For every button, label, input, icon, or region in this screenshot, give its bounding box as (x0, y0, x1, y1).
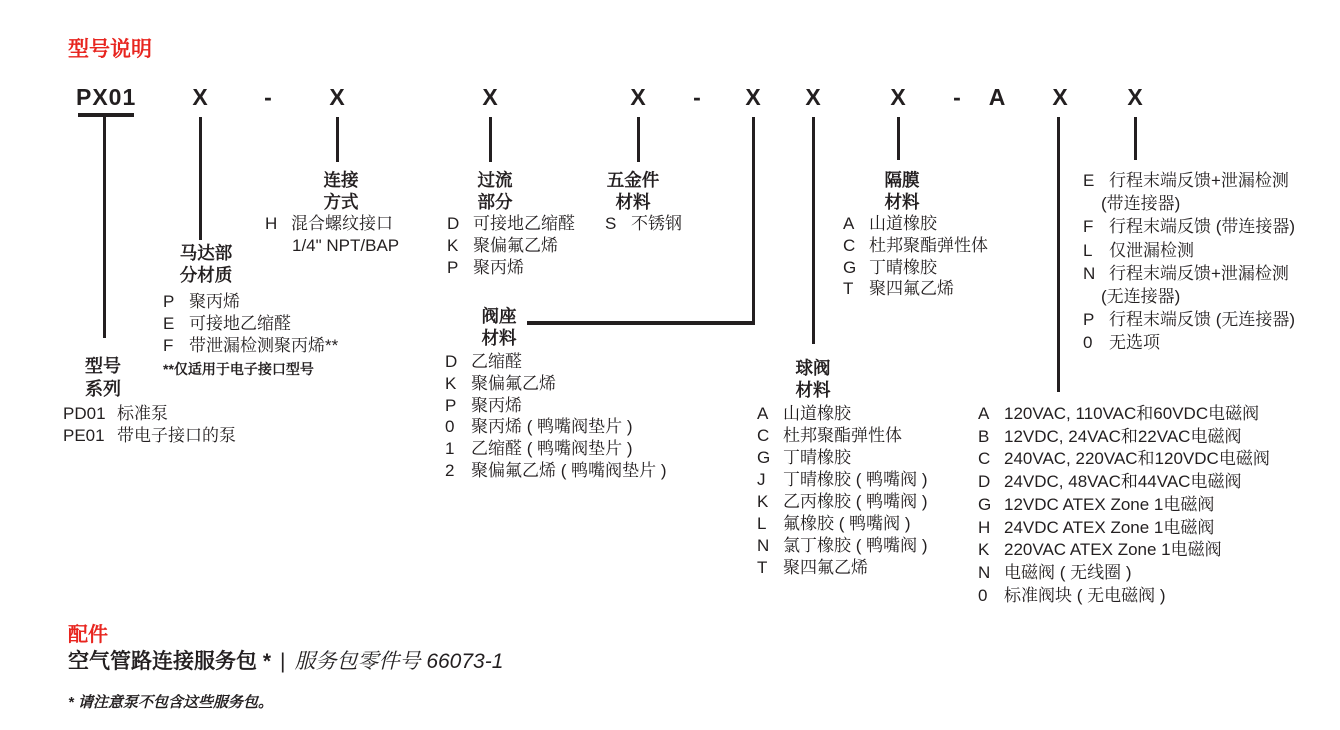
section-title-hardware: 五金件 材料 (606, 170, 660, 212)
section-title-wetted: 过流 部分 (477, 170, 513, 212)
list-item: 2 聚偏氟乙烯 ( 鸭嘴阀垫片 ) (445, 460, 667, 480)
accessories-part-number: 服务包零件号 66073-1 (294, 650, 504, 673)
ballvalve-options (757, 403, 928, 579)
section-title-seat: 阀座 材料 (481, 306, 517, 348)
model-code-dash: - (693, 84, 701, 110)
motor-options (163, 291, 338, 381)
accessories-title: 配件 (68, 624, 108, 646)
list-item: (无连接器) (1101, 287, 1181, 307)
list-item: S 不锈钢 (605, 214, 682, 233)
list-item: L 氟橡胶 ( 鸭嘴阀 ) (757, 514, 911, 533)
model-code-char: X (192, 84, 208, 110)
list-item: P 聚丙烯 (445, 395, 522, 415)
list-item: D 乙缩醛 (445, 352, 522, 371)
list-item: F 带泄漏检测聚丙烯** (163, 335, 339, 355)
model-code-char: X (482, 84, 498, 110)
list-item: G 丁晴橡胶 (757, 448, 851, 467)
connector-line (103, 113, 106, 338)
list-item: K 乙丙橡胶 ( 鸭嘴阀 ) (757, 492, 928, 511)
model-code-prefix: PX01 (76, 84, 137, 110)
list-item: 0 标准阀块 ( 无电磁阀 ) (978, 585, 1166, 605)
connector-line (78, 113, 134, 117)
model-code-char: X (1127, 84, 1143, 110)
list-item: 0 无选项 (1083, 333, 1160, 353)
list-item: N 氯丁橡胶 ( 鸭嘴阀 ) (757, 536, 928, 555)
connector-line (489, 117, 492, 162)
connector-line (812, 117, 815, 344)
model-code-char: X (630, 84, 646, 110)
section-title-connection: 连接 方式 (323, 170, 359, 212)
connection-options (265, 213, 399, 257)
wetted-options (447, 213, 575, 278)
section-title-ballvalve: 球阀 材料 (795, 358, 831, 400)
series-options (63, 403, 236, 447)
model-code-char: X (890, 84, 906, 110)
list-item: A 120VAC, 110VAC和60VDC电磁阀 (978, 404, 1260, 423)
feedback-options (1083, 169, 1295, 355)
list-item: PE01 带电子接口的泵 (63, 425, 236, 445)
accessories-package-name: 空气管路连接服务包 * (68, 650, 272, 673)
list-item: B 12VDC, 24VAC和22VAC电磁阀 (978, 426, 1242, 446)
list-item: (带连接器) (1101, 194, 1181, 214)
list-item: K 聚偏氟乙烯 (445, 373, 556, 393)
list-item: G 丁晴橡胶 (843, 257, 937, 277)
list-item: A 山道橡胶 (843, 214, 937, 233)
list-item: C 杜邦聚酯弹性体 (843, 235, 988, 255)
list-item: N 电磁阀 ( 无线圈 ) (978, 562, 1132, 582)
list-item: J 丁晴橡胶 ( 鸭嘴阀 ) (757, 470, 928, 489)
connector-line (336, 117, 339, 162)
connector-line (199, 117, 202, 240)
list-item: H 混合螺纹接口 (265, 214, 393, 233)
hardware-options (605, 213, 682, 235)
connector-line (897, 117, 900, 160)
connector-line (752, 117, 755, 325)
connector-line (637, 117, 640, 162)
list-item: H 24VDC ATEX Zone 1电磁阀 (978, 517, 1215, 537)
list-item: G 12VDC ATEX Zone 1电磁阀 (978, 494, 1215, 514)
model-code-char: X (805, 84, 821, 110)
list-item: P 聚丙烯 (163, 292, 240, 311)
list-item: K 聚偏氟乙烯 (447, 235, 558, 255)
diaphragm-options (843, 213, 988, 300)
model-code-dash: - (264, 84, 272, 110)
list-item: D 24VDC, 48VAC和44VAC电磁阀 (978, 472, 1242, 492)
solenoid-options (978, 403, 1270, 607)
connector-line (1057, 117, 1060, 392)
list-item: PD01 标准泵 (63, 404, 168, 423)
section-title-motor: 马达部 分材质 (179, 243, 233, 285)
list-item: F 行程末端反馈 (带连接器) (1083, 217, 1296, 237)
model-code-char: A (988, 84, 1006, 110)
list-item: T 聚四氟乙烯 (757, 558, 868, 577)
list-item: L 仅泄漏检测 (1083, 240, 1194, 260)
list-item: 1 乙缩醛 ( 鸭嘴阀垫片 ) (445, 439, 633, 459)
model-code-char: X (1052, 84, 1068, 110)
list-item: P 聚丙烯 (447, 257, 524, 277)
model-code-dash: - (953, 84, 961, 110)
list-item: T 聚四氟乙烯 (843, 279, 954, 299)
model-code-char: X (745, 84, 761, 110)
section-title-diaphragm: 隔膜 材料 (884, 170, 920, 212)
list-item: C 240VAC, 220VAC和120VDC电磁阀 (978, 449, 1270, 469)
page-title: 型号说明 (68, 38, 152, 61)
divider: | (280, 650, 286, 673)
accessories-footnote: * 请注意泵不包含这些服务包。 (68, 694, 274, 711)
list-item: D 可接地乙缩醛 (447, 214, 575, 233)
connector-line (1134, 117, 1137, 160)
list-item: A 山道橡胶 (757, 404, 851, 423)
list-item: K 220VAC ATEX Zone 1电磁阀 (978, 540, 1222, 560)
list-item: E 行程末端反馈+泄漏检测 (1083, 171, 1289, 190)
list-item: E 可接地乙缩醛 (163, 313, 291, 333)
list-item: P 行程末端反馈 (无连接器) (1083, 310, 1296, 330)
model-code-char: X (329, 84, 345, 110)
section-title-series: 型号 系列 (85, 356, 121, 399)
list-item: N 行程末端反馈+泄漏检测 (1083, 263, 1289, 283)
list-item: 1/4" NPT/BAP (292, 235, 400, 255)
seat-options (445, 351, 667, 482)
motor-footnote: **仅适用于电子接口型号 (163, 361, 314, 378)
list-item: C 杜邦聚酯弹性体 (757, 426, 902, 445)
list-item: 0 聚丙烯 ( 鸭嘴阀垫片 ) (445, 417, 633, 437)
accessories-package-line (68, 645, 503, 675)
